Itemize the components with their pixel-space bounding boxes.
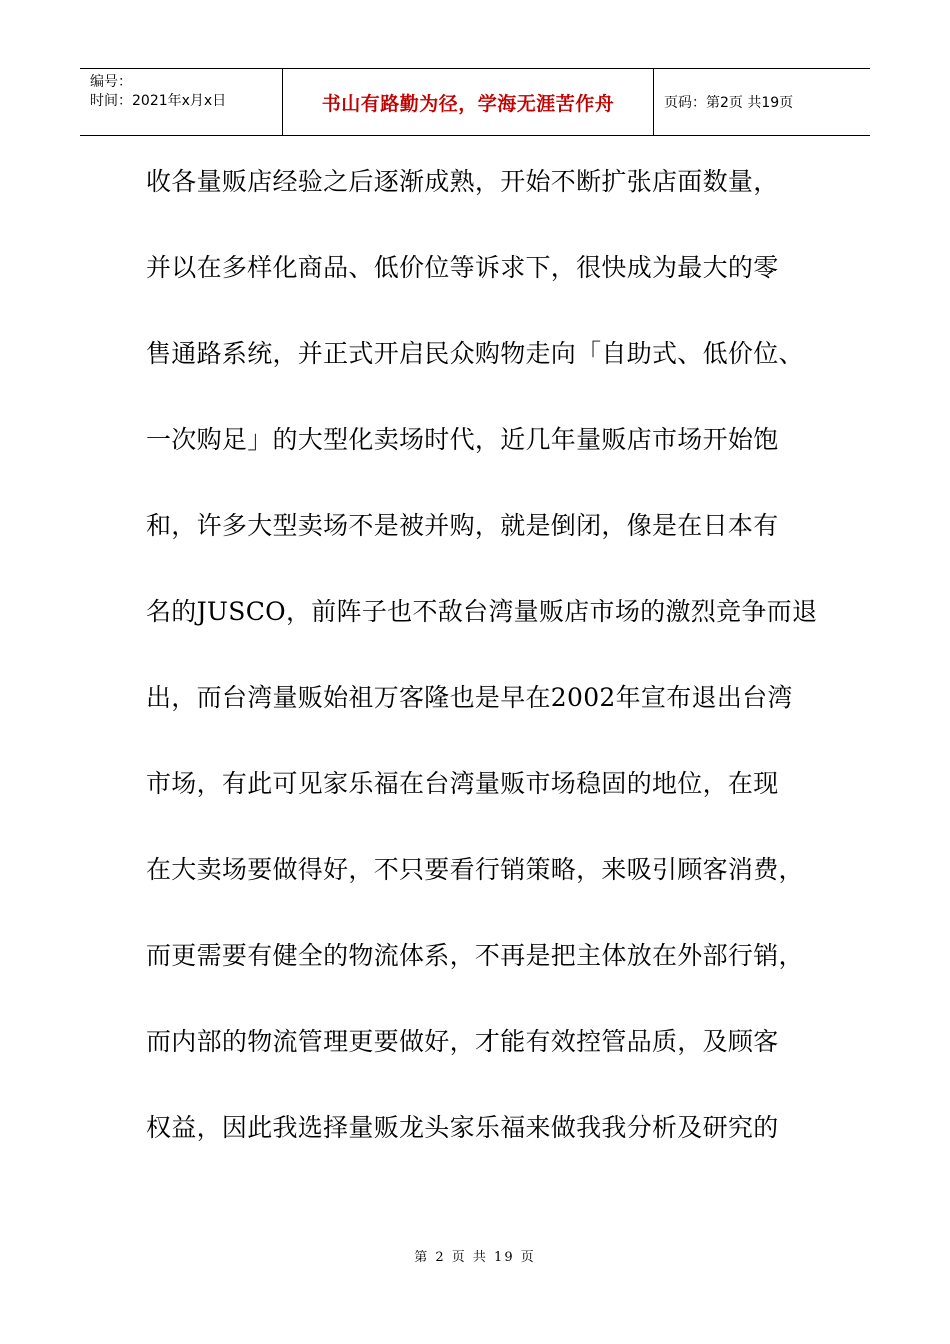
body-line: 并以在多样化商品、低价位等诉求下，很快成为最大的零: [146, 253, 779, 282]
page-footer: 第 2 页 共 19 页: [414, 1250, 536, 1265]
body-line: 名的JUSCO，前阵子也不敌台湾量贩店市场的激烈竞争而退: [146, 597, 818, 626]
body-line: 权益，因此我选择量贩龙头家乐福来做我我分析及研究的: [146, 1113, 779, 1142]
header-page-code: 页码：第2页 共19页: [664, 95, 794, 111]
body-line: 售通路系统，并正式开启民众购物走向「自助式、低价位、: [146, 339, 804, 368]
header-motto: 书山有路勤为径，学海无涯苦作舟: [282, 69, 654, 135]
body-line: 而内部的物流管理更要做好，才能有效控管品质，及顾客: [146, 1027, 779, 1056]
body-line: 出，而台湾量贩始祖万客隆也是早在2002年宣布退出台湾: [146, 683, 793, 712]
body-line: 在大卖场要做得好，不只要看行销策略，来吸引顾客消费，: [146, 855, 804, 884]
page-header: [80, 68, 870, 136]
body-line: 和，许多大型卖场不是被并购，就是倒闭，像是在日本有: [146, 511, 779, 540]
body-line: 一次购足」的大型化卖场时代，近几年量贩店市场开始饱: [146, 425, 779, 454]
body-line: 而更需要有健全的物流体系，不再是把主体放在外部行销，: [146, 941, 804, 970]
document-time-label: 时间：2021年x月x日: [90, 93, 227, 109]
document-number-label: 编号：: [90, 74, 132, 90]
header-meta: [80, 69, 282, 135]
body-line: 市场，有此可见家乐福在台湾量贩市场稳固的地位，在现: [146, 769, 779, 798]
document-body: [146, 164, 816, 1196]
body-line: 收各量贩店经验之后逐渐成熟，开始不断扩张店面数量，: [146, 167, 779, 196]
